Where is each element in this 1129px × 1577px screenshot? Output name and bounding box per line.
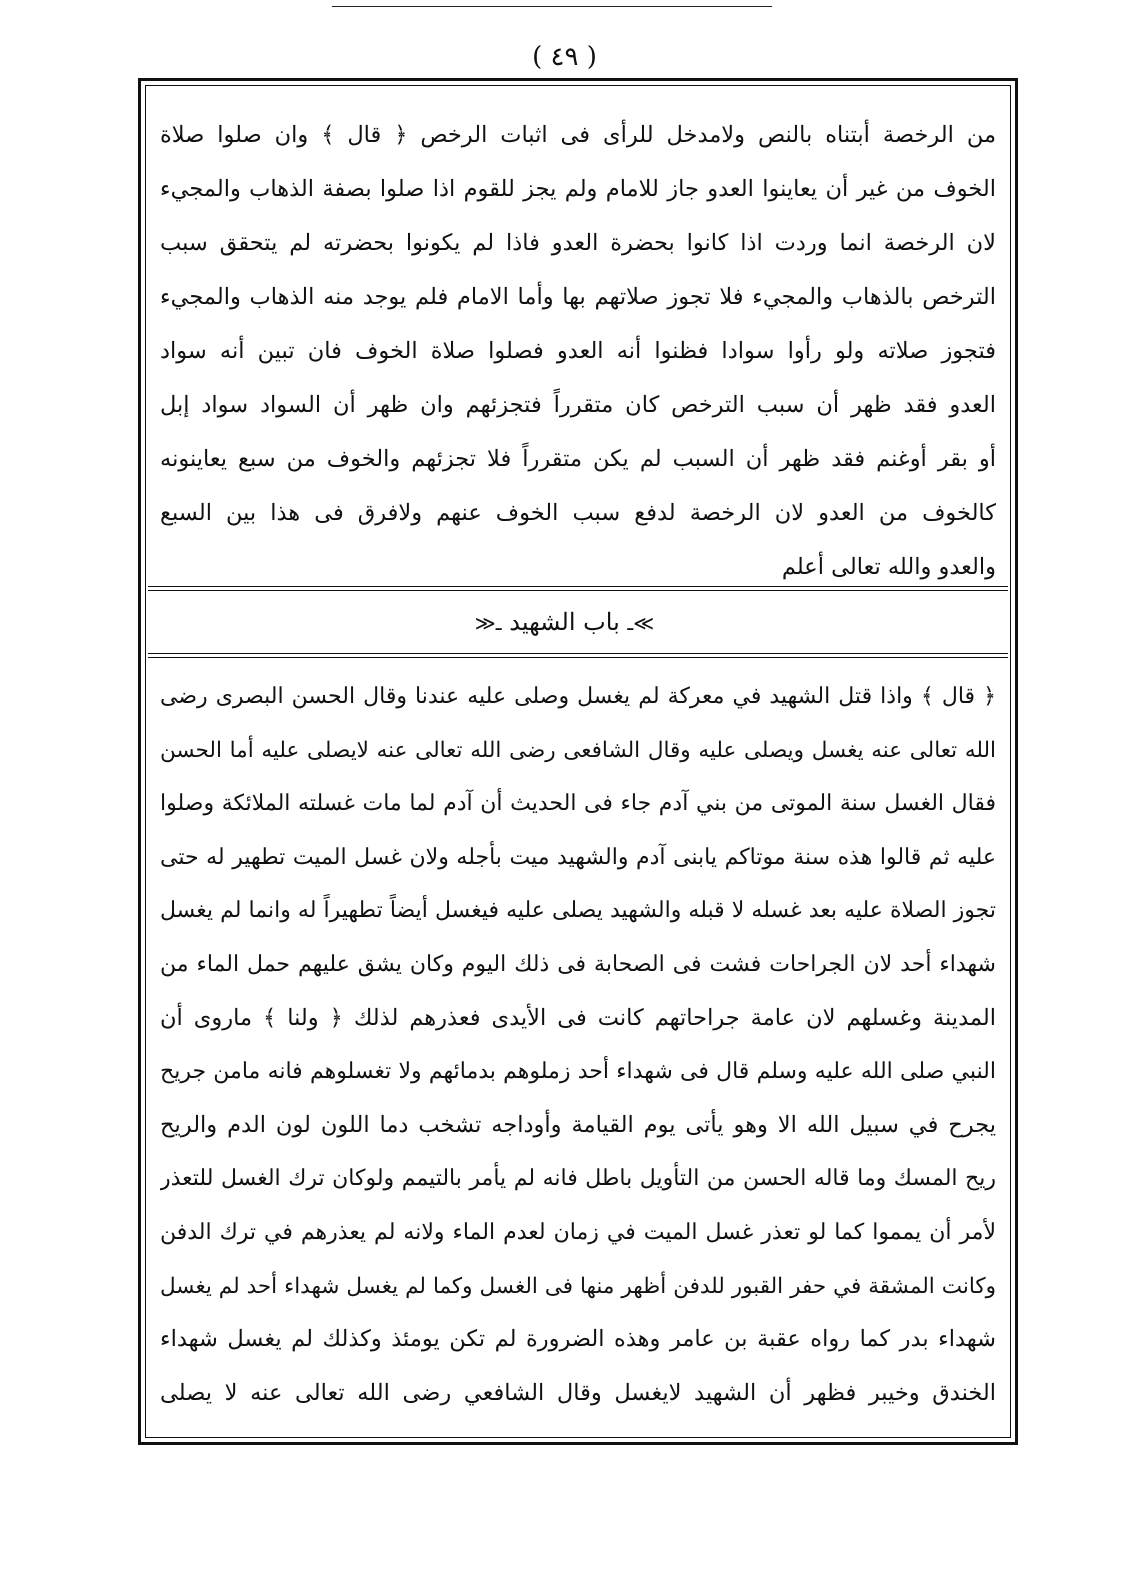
text-line: كالخوف من العدو لان الرخصة لدفع سبب الخوف عنهم ولافرق فى هذا بين السبع xyxy=(160,500,996,526)
text-line: الخندق وخيبر فظهر أن الشهيد لايغسل وقال الشافعي رضى الله تعالى عنه لا يصلى xyxy=(160,1379,996,1406)
text-line: فتجوز صلاته ولو رأوا سوادا فظنوا أنه العدو فصلوا صلاة الخوف فان تبين أنه سواد xyxy=(160,338,996,364)
top-rule xyxy=(332,6,772,7)
text-line: الخوف من غير أن يعاينوا العدو جاز للامام ولم يجز للقوم اذا صلوا بصفة الذهاب والمجيء xyxy=(160,176,996,202)
text-line: لأمر أن يمموا كما لو تعذر غسل الميت في زمان لعدم الماء ولانه لم يعذرهم في ترك الدفن xyxy=(160,1219,996,1245)
text-line: وكانت المشقة في حفر القبور للدفن أظهر منها فى الغسل وكما لم يغسل شهداء أحد لم يغسل xyxy=(160,1273,996,1299)
section-prayer-of-fear-end xyxy=(160,108,996,594)
chapter-divider-bottom xyxy=(148,653,1008,658)
section-martyr xyxy=(160,670,996,1420)
text-line: الله تعالى عنه يغسل ويصلى عليه وقال الشافعى رضى الله تعالى عنه لايصلى عليه أما الحسن xyxy=(160,737,996,763)
text-line: الترخص بالذهاب والمجيء فلا تجوز صلاتهم بها وأما الامام فلم يوجد منه الذهاب والمجيء xyxy=(160,284,996,310)
text-line: أو بقر أوغنم فقد ظهر أن السبب لم يكن متقرراً فلا تجزئهم والخوف من سبع يعاينونه xyxy=(160,446,996,472)
text-line: ريح المسك وما قاله الحسن من التأويل باطل فانه لم يأمر بالتيمم ولوكان ترك الغسل للتعذر xyxy=(160,1166,996,1192)
ornament-icon: ـ≪ xyxy=(474,611,502,635)
text-line: النبي صلى الله عليه وسلم قال فى شهداء أحد زملوهم بدمائهم ولا تغسلوهم فانه مامن جريح xyxy=(160,1059,996,1085)
text-line: تجوز الصلاة عليه بعد غسله لا قبله والشهيد يصلى عليه فيغسل أيضاً تطهيراً له وانما لم يغسل xyxy=(160,898,996,924)
chapter-title: باب الشهيد xyxy=(509,608,620,636)
text-line: من الرخصة أبتناه بالنص ولامدخل للرأى فى اثبات الرخص ﴿ قال ﴾ وان صلوا صلاة xyxy=(160,122,996,148)
text-line: لان الرخصة انما وردت اذا كانوا بحضرة العدو فاذا لم يكونوا بحضرته لم يتحقق سبب xyxy=(160,230,996,256)
chapter-heading xyxy=(0,604,1129,641)
page-number: ( ٤٩ ) xyxy=(532,42,597,72)
text-line: فقال الغسل سنة الموتى من بني آدم جاء فى الحديث أن آدم لما مات غسلته الملائكة وصلوا xyxy=(160,791,996,817)
text-line: ﴿ قال ﴾ واذا قتل الشهيد في معركة لم يغسل وصلى عليه عندنا وقال الحسن البصرى رضى xyxy=(160,684,996,709)
text-line: يجرح في سبيل الله الا وهو يأتى يوم القيامة وأوداجه تشخب دما اللون لون الدم والريح xyxy=(160,1111,996,1138)
text-line: العدو فقد ظهر أن سبب الترخص كان متقرراً فتجزئهم وان ظهر أن السواد سواد إبل xyxy=(160,392,996,418)
ornament-icon: ≫ـ xyxy=(627,611,655,635)
text-line: عليه ثم قالوا هذه سنة موتاكم يابنى آدم والشهيد ميت بأجله ولان غسل الميت تطهير له حتى xyxy=(160,844,996,870)
text-line: والعدو والله تعالى أعلم xyxy=(781,554,996,580)
text-line: شهداء أحد لان الجراحات فشت فى الصحابة فى ذلك اليوم وكان يشق عليهم حمل الماء من xyxy=(160,951,996,977)
text-line: شهداء بدر كما رواه عقبة بن عامر وهذه الضرورة لم تكن يومئذ وكذلك لم يغسل شهداء xyxy=(160,1326,996,1353)
text-line: المدينة وغسلهم لان عامة جراحاتهم كانت فى الأيدى فعذرهم لذلك ﴿ ولنا ﴾ ماروى أن xyxy=(160,1004,996,1031)
chapter-divider-top xyxy=(148,586,1008,591)
